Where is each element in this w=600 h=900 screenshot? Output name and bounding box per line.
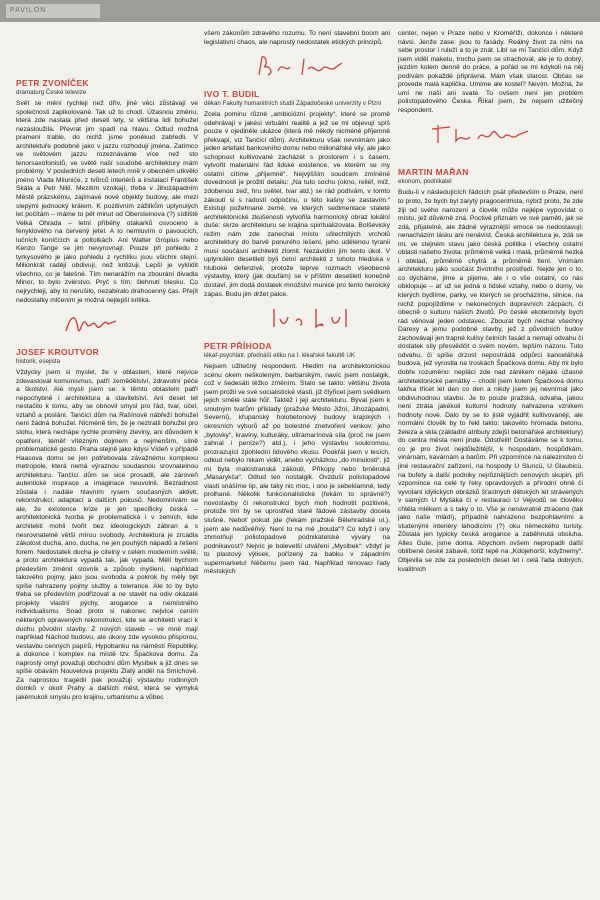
author-role: děkan Fakulty humanitních studií Západočeské univerzity v Plzni xyxy=(204,100,382,108)
author-name: PETR ZVONÍČEK xyxy=(16,78,89,88)
author-name: IVO T. BUDIL xyxy=(204,89,260,100)
article-text: Svět se mění rychleji než dřív, jiné věci zůstávají ve společnosti zapikolované. Tak už to chodí. Úžasnou změnu, která zde nastala před deseti lety, si většina lidí bohužel nezasloužila. Převrat jim spadl na hlavu. Odtud možná pramení trable, do nichž jsme poněkud zabředli. V architektuře podobně jako v jazzu rozhodují jména. Zatímco ve světovém jazzu rozeznáváme více než sto tenorsaxofonistů, ve světě naší soudobé architektury mám problémy. V posledních deseti letech mně v obecném utkvělo jméno Vlada Miluniće, z tvůrců interiérů a instalací František Skála a Petr Nikl. Mezitím vznikají, třeba v Jihozápadním Městě prázskému, zajímavé nové objekty budovy, ale mezi slepými jednooký králem. K pozitivním zážitkům uplynulých let počítám – máme to pět minut od Obersteinova (?) sídliště Velká Ohrada – letní příběhy otakarků osvoceno a fenyklového na červený jetel. A to nemluvím o pavoucích, lučních koníčcích a poltolkách. Ani Walter Gropius nebo Kenzo Tange se jim nevyrovnají. Pouze při pohledu z tyrkysového je jako pohledu z rychlíku jsou všichni stejní. Milionkrát radějí obdivují, než kritizuji. Lepší je vyklidit všechno, co je falešné. Tím nenarážím na zbourání divadla Minor, to bylo zvěrstvo. Pryč s tím: šlehnutí blesku. Co nejrychleji, aby to nerušilo, nezabíralo drahocenný čas. Přejít nedostatky mlčením je možná nejlepší kritika. xyxy=(16,100,198,304)
author-name: MARTIN MAŘAN xyxy=(398,167,469,178)
author-name: PETR PŘÍHODA xyxy=(204,341,272,352)
article-text: center, nejen v Praze nebo v Kroměříži, dokonce i některé návsi. Jenže zase: jsou to fasády. Reálný život za nimi na sebe prostor i ruleží a to je znát. Libí se mi Tančící dům. Když jsem viděl maketu, trochu jsem se strachoval, ale je to dobrý, jezdím kolem denně do práce, a pořád se mi kdykoli na něj podívám pokaždé připrávná. Mám však starost. Občas se provede malá kaplička. Umíme ale kostel? Nevím. Možná, že umí ne naši ani svaté. To ovšem není jen problém polistopadového Česka. Říkal jsem, že nejsem užitečný respondent. xyxy=(398,30,583,114)
top-header-bar xyxy=(0,0,600,22)
article-text: Nejsem užitečný respondent. Hledím na architektonickou scénu okem neškoleným, barbarským, navíc jsem nostalgik, což v šedesáti těžko změním. Stalo se takto: většinu života jsem prožil ve své socialistické vlasti, již čtyřicet jsem svědkem jejich smělé stále hůř. Taktéž i její architekturu. Býval jsem k smutným tvarům příklady (pražské Město Jižní, Jihozápadní, Severní), křupanský holobetonový budovy krajských i okresních výborů až po bolestné znetvoření venkov: jeho „bytovky“, kravíny, kulturáky, ultramarínová síla (proč ne jsem zahnal i peníze?) atd.), i jeho výstavbu soukromou, prozrazující zpohlední lidového vkusu. Pookřál jsem v lesích, odkud nebylo nikam vidět, anebo vycházkou „do minulosti“, již mi byla malostranská zákoutí, Příkopy nebo brněnská „Masarykča“. Odtud ten nostalgik. Ovzduší polistopadové vlasti snášíme lip, ale taky nic moc, i ono je sebeklamné, tedy prolhané. Několik funkcionalistické (řekám to správně?) novostavby či rekonstrukcí bych moh hodnotit pozitivně, protože tím by se uprostřed staré fádové zástavby docela slušně. Neboť pokud jde (řekám pražské Bělehradské ul.), jsem ale nedůvěřivý. Není to na mě „bouda“? Co když i ony zhmotňují polistopadové podnikatelské vývary na podnikavost? Nejvíc je bolevelší utváření „Myslbek“: vždyť je to plastový výlisek, pořízený za babku v západním supermarketu! Něčemu jsem rád. Například renovaci řady městských xyxy=(204,363,390,576)
signature-kroutvor xyxy=(204,51,390,81)
article-text: Vždycky jsem si myslel, že v oblastem, které nejvíce zdevastoval komunismus, patří zemědělství, zdravotní péče a školství. Ale myslí jsem se: k těmto oblastem patří nepochybně i architektura a stavitelství. Ani deset let nestačilo k tomu, aby se obnovil smysl pro řád, tvar, účel, vztahů a poslání. Tančící dům na Rašínově nábřeží bohužel není žádná bohužel. Nicméně tím, že je neztratil bohužel pro slohu, která nechápe rychle proměny zleviny, ani důvodem k opatření, téměř vítězným dojmem a nejmenším, sílně problematické gesto. Praha stejně jako kdysi Vídeň v případě Haasova domu se jen potřebovala závažnému komplexu metropole, která nemá výraznou soudasnou srovnatelnou architekturu. Tančící dům se sice prosadil, ale zároveň autentické inspirace a imaginace neuvolnil. Bezradnost zůstala i nadále hlavním rysem současných aktivit, rekonstrukcí, adaptací a dalších pokusů. Nedomnívám se ale, že existence krize je jen specificky česká – architektonická tvorba je problematická i v zemích, kde architekti mohli tvořit bez ideologických zábran a s nesrovnatelně větší mírou svobody. Architektura je zrcadla zákotost ducha, ano, ducha, ne jen pouhých nápadů a řešení forem. Nedostatek ducha je citelný v celém moderním světě, a proto architektura vypadá tak, jak vypadá. Měli bychom především změnit slovník a způsob myšlení, například takového pojmy, jako jsou svoboda a pokrok by měly být spíše nahrazeny pojmy služby a tolerance. Ale to by bylo třeba se především podřizovat a ne stavět na odiv okázalé projekty vlastní pýchy, arogance a nemístného individualismu. Snad proto si nakonec nejvíce cením některých opravených rekonstrukcí, kde se architekti vrací k duchu původní stavby. Z nových staveb – ve mně mají například Náchod budovu, ale úkony zde vysokou přisporou, vestavbu cenných papírů, Hypobanku na náměstí Republiky, a dokonce i komplex na místě tzv. Špačkova domu. Za naprostý omyl považuji obchodní dům Myslbek a již dnes se spíše obávám Nouvelova projektu Zlatý anděl na Smíchově. Za naprostou tragédii pak považuji výstavbu rodinných domků v okolí Prahy a dalších měst, která se vymyká jakémukoli smyslu pro krajinu, urbanismu a vůbec xyxy=(16,369,198,701)
column-left xyxy=(16,78,198,702)
article-text: všem zákonům zdravého rozumu. To není stavební boom ani legislativní chaos, ale naprostý nedostatek etických principů. xyxy=(204,30,390,46)
author-name: JOSEF KROUTVOR xyxy=(16,347,100,358)
signature-prihoda xyxy=(398,119,583,149)
article-text: Zcela pominu různé „ambiciózní projekty“, které se promě odehrávají v jakési virtuální realitě a jež se mi objevují spíš pouze v ojediněle ukázce (která mě někdy nicméně příjemně překvapí, viz Tančící dům). Architekturu však nevnímám jako jeden artefakt bankovního domu nebo milionářské vily, ale jako schopnost kultivované zacházet s prostorem i s časem, vytvořit materiální řád lidské existence, ve kterém se my ostatní cítíme „příjemně“. Nejvýšším soudcem zmíněné dovednosti je prožití detailu: „Na tuto sochu (okno, reliéf, míž, zdobenou zeď, hru světel, tvar atd.) se rád podívám, v tomto zákoutí si s radostí odpočinu, u této kašny se zastavím.“ Existují požehnané země, ve kterých sedimentace staleté architektonické zkušenosti vytvořila harmonický obraz lokální duše: skrze architekturu se krajina spiritualizovala. Bolševicky režim nám zde zanechal místo ušlechtilých vrcholů architektury do barvě ponurého lešení, jeho udělenou tyranii musí součásní architekti zlomit. Nezávidím jim tento úkol. V uplynulém desetiletí byli četní architekti z tohoto hlediska v hluboké defenzivě, protože teprve rozmach všeobecné výstavby, který (jak doufám) se v příštím desetiletí konečně dostaví, jim dodá dostatek množství munice pro tento heroický zápas. Budu jim držet palce. xyxy=(204,111,390,298)
signature-budil xyxy=(204,303,390,333)
author-role: dramaturg České televize xyxy=(16,89,87,96)
author-role: historik, esejista xyxy=(16,358,61,366)
author-role: lékař-psychiatr, přednáší etiku na I. lékařské fakultě UK xyxy=(204,352,355,360)
article-text: Budu-li v následujících řádcích psát především o Praze, není to proto, že bych byl zarytý pragocentrista, nýbrž proto, že zde žiji od svého narození a člověk může nejlépe vypovídat o místu, jež důvěrně zná. Poctivě přiznám ve své paměti, jak se zdá, přijatelně, ale žádné výraznější emoce se nedostavují; nenacházím lásku ani nenávist. Česká architektura je, zdá se mi, ve stejném stavu jako česká politika i všechny ostatní oblasti našeho života: průměrně velká i malá, průměrně hezká i obklad, průměrně chytrá a průměrně tlení. Vnímám architekturu jako součást životního prostředí. Nejde jen o to, co dýcháme, jíme a pijeme, ale i o vše ostatní, co nás obklopuje – ať už se jedná o lidské vztahy, nebo o domy, ve kterých bydlíme, parky, ve kterých se procházíme, silnice, na nichž popojíždíme v nekonečných dopravních zácpách, či obecně o kulturu našich životů. Po české ekoteroristy bych rád věnoval jeden odstavec. Zbourat bych nechal všechny Darexy a jemu podobné stavby, jež z původních budov zachovávají jen trapné kulisy čelních fasád a nemají odvahu či dostatek síly přesvědčit o svém novém, lepším názoru. Tuto odvahu, či spíše drzost nepostrádá odpůrci kancelářská budova, jež vyrostla na troskách Špačkova domu. Aby mi bylo dobře rozuměno: neplácí zde nad zánikem nějaké úžasné architektonické památky – chodil jsem kolem Špačkova domu takřka třicet let den co den a nikdy jsem jej nevnímal jako obdivuhodnou stavbu. Je to pouze pražská, odvaha, jakou není ztráta jakékoli kulturní hodnoty nahrazena vznikem hodnoty nové. Dalo by se to jistě vyjádřit kultivovaněji, ale normální člověk by to řekl takto: takovéto hromada betonu, železa a skla (základní atributy zdejší betonářské architektury) do centra města není jinde. Odstřelit! Dostáváme se k tomu, co je pro život nejdůležitější, k hospodám, hospůdkám, vinárnám, kavárnám a barům. Při vzpomínce na nalezinstvo či jiné restaurační zařízení, na hospody U Sluncü, U Glaubicü, na bufety a další podniky nejrůznějších cenových skupin, při vzpomínce na celé ty řeky opravdových a přírodní ohně či vyvolaní idylických obrázků šťastných dětských let strávených v samých U Myšáka či v restauraci U Vejvodů se člověku chtěla mlékem a s taky o to. Vše je nenávratně ztraceno (tak jako naše mládí), případně nahrazeno bezpohlavními a studenými interiéry lahodícími (?) oku německého turisty. Zůstala jen typicky česká arogance a zaběhnutá obsluha. Alles Gute, jsme doma. Abychom ovšem nepropadli další oblíbené české zábavě, totiž tepě na „Kdojehorší, kdyžnemy“. Objevila se zde za posledních deset let i celá řada dobrých, kvalitních xyxy=(398,189,583,573)
signature-zvonicek xyxy=(16,309,198,339)
author-role: ekonom, podnikatel xyxy=(398,178,452,186)
section-tag: PAVILON xyxy=(6,4,100,18)
column-right xyxy=(398,30,583,574)
column-middle xyxy=(204,30,390,577)
